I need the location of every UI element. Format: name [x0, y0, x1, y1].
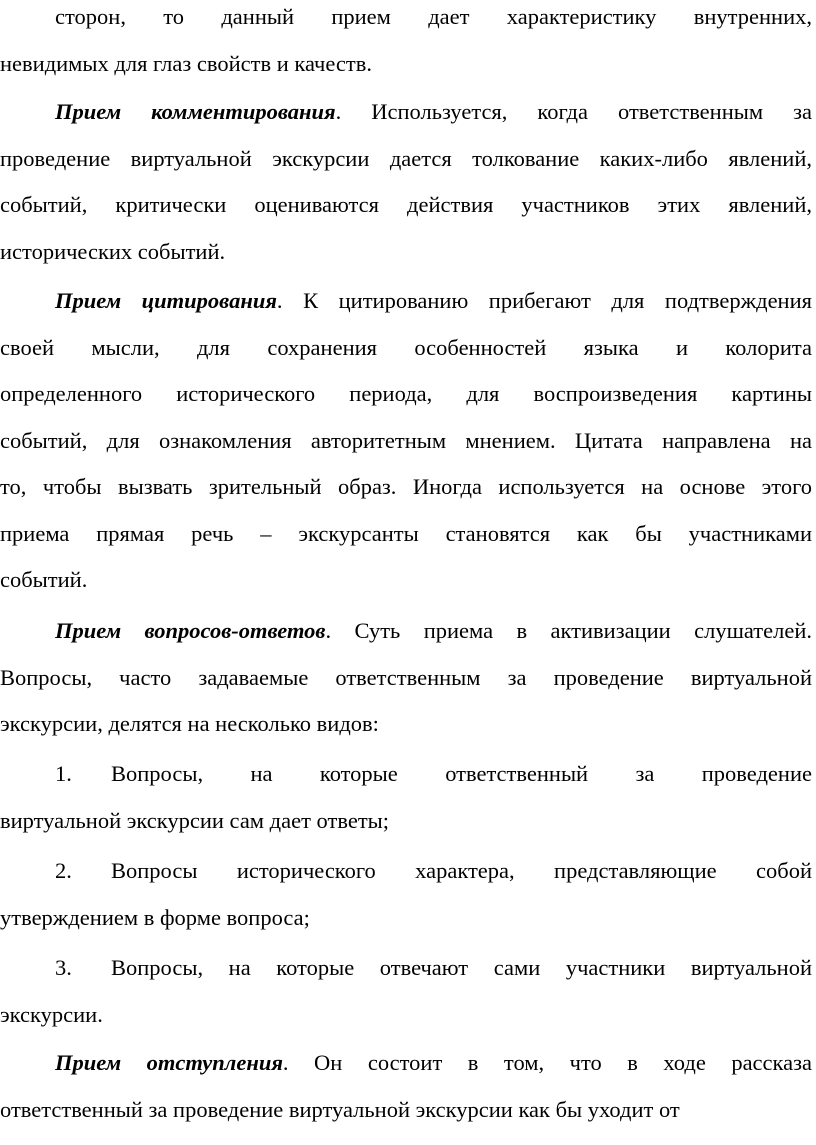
- term-citation: Прием цитирования: [55, 288, 277, 313]
- list-item-continuation: экскурсии.: [0, 1001, 103, 1027]
- text-fragment: . Суть приема в активизации слушателей.: [325, 618, 812, 643]
- term-questions-answers: Прием вопросов-ответов: [55, 618, 326, 643]
- list-number: 3.: [55, 955, 72, 980]
- text-line: исторических событий.: [0, 238, 226, 264]
- text-line: событий, критически оцениваются действия участников этих явлений,: [0, 192, 812, 217]
- text-line: то, чтобы вызвать зрительный образ. Иногда используется на основе этого: [0, 474, 812, 499]
- list-item-text: Вопросы, на которые отвечают сами участники виртуальной: [111, 955, 812, 980]
- list-item-text: Вопросы исторического характера, представляющие собой: [111, 858, 812, 883]
- text-line: [0, 1040, 812, 1087]
- paragraph-commenting: [0, 89, 812, 275]
- text-line: событий, для ознакомления авторитетным мнением. Цитата направлена на: [0, 427, 812, 453]
- paragraph-continuation: [0, 0, 812, 87]
- text-line: проведение виртуальной экскурсии дается толкование каких-либо явлений,: [0, 145, 812, 171]
- text-line: определенного исторического периода, для воспроизведения картины: [0, 381, 812, 406]
- text-line: [0, 89, 812, 136]
- text-line: своей мысли, для сохранения особенностей языка и колорита: [0, 334, 812, 360]
- list-item-first-line: [0, 945, 812, 992]
- text-fragment: . К цитированию прибегают для подтверждения: [276, 288, 812, 313]
- text-line: экскурсии, делятся на несколько видов:: [0, 711, 379, 736]
- text-line: сторон, то данный прием дает характеристику внутренних,: [55, 4, 812, 29]
- list-item: [0, 945, 812, 1038]
- term-commenting: Прием комментирования: [55, 99, 336, 124]
- list-item: [0, 751, 812, 844]
- list-item-first-line: [0, 848, 812, 895]
- text-line: ответственный за проведение виртуальной экскурсии как бы уходит от: [0, 1096, 680, 1122]
- text-line: Вопросы, часто задаваемые ответственным за проведение виртуальной: [0, 664, 812, 690]
- paragraph-citation: [0, 278, 812, 604]
- text-fragment: . Он состоит в том, что в ходе рассказа: [282, 1050, 812, 1075]
- list-item-first-line: [0, 751, 812, 798]
- list-item-continuation: виртуальной экскурсии сам дает ответы;: [0, 807, 390, 833]
- list-item: [0, 848, 812, 941]
- paragraph-questions-answers: [0, 608, 812, 748]
- list-number: 2.: [55, 858, 72, 883]
- text-line: [0, 608, 812, 655]
- text-line: невидимых для глаз свойств и качеств.: [0, 50, 372, 76]
- text-line: [0, 278, 812, 325]
- list-item-text: Вопросы, на которые ответственный за проведение: [111, 761, 812, 786]
- term-digression: Прием отступления: [55, 1050, 283, 1075]
- text-line: событий.: [0, 567, 88, 592]
- paragraph-digression: [0, 1040, 812, 1133]
- text-fragment: . Используется, когда ответственным за: [335, 99, 812, 124]
- text-line: приема прямая речь – экскурсанты становятся как бы участниками: [0, 520, 812, 546]
- list-number: 1.: [55, 761, 72, 786]
- list-item-continuation: утверждением в форме вопроса;: [0, 904, 310, 930]
